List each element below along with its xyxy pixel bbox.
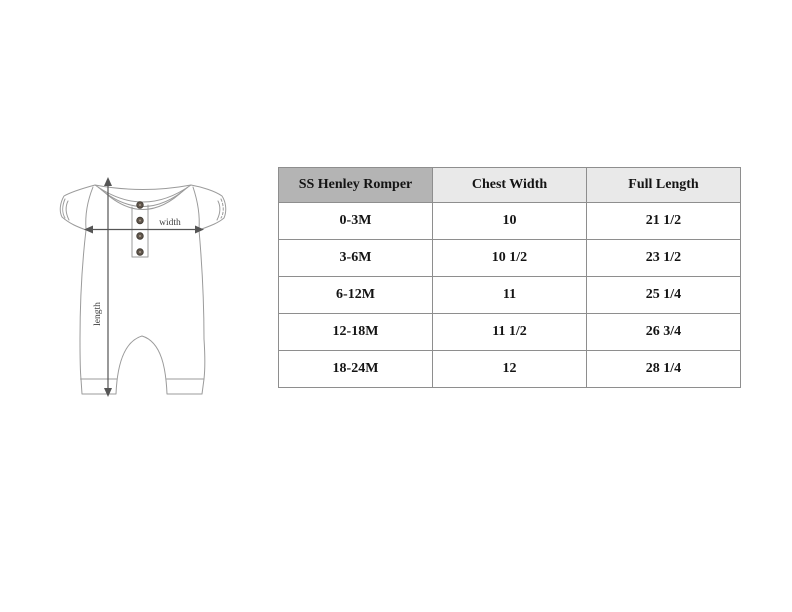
- size-chart-table: [278, 167, 741, 388]
- chest-width-cell: 11 1/2: [433, 314, 587, 351]
- header-row: [279, 168, 741, 203]
- size-cell: 12-18M: [279, 314, 433, 351]
- romper-illustration: [58, 174, 234, 400]
- size-cell: 3-6M: [279, 240, 433, 277]
- chest-width-cell: 10 1/2: [433, 240, 587, 277]
- button-1-highlight: [139, 204, 141, 206]
- header-full-length: Full Length: [587, 168, 741, 203]
- size-cell: 18-24M: [279, 351, 433, 388]
- button-2-highlight: [139, 220, 141, 222]
- full-length-cell: 23 1/2: [587, 240, 741, 277]
- table-row: [279, 203, 741, 240]
- header-chest-width: Chest Width: [433, 168, 587, 203]
- header-product: SS Henley Romper: [279, 168, 433, 203]
- table-row: [279, 314, 741, 351]
- table-row: [279, 240, 741, 277]
- romper-outline: [60, 185, 225, 394]
- table-row: [279, 277, 741, 314]
- length-arrow-head-top: [104, 177, 112, 186]
- size-cell: 0-3M: [279, 203, 433, 240]
- button-3-highlight: [139, 235, 141, 237]
- table-row: [279, 351, 741, 388]
- full-length-cell: 28 1/4: [587, 351, 741, 388]
- full-length-cell: 25 1/4: [587, 277, 741, 314]
- button-4-highlight: [139, 251, 141, 253]
- full-length-cell: 21 1/2: [587, 203, 741, 240]
- full-length-cell: 26 3/4: [587, 314, 741, 351]
- length-label: length: [93, 302, 103, 326]
- width-label: width: [159, 218, 181, 228]
- romper-body-outline: [60, 185, 225, 394]
- chest-width-cell: 10: [433, 203, 587, 240]
- size-cell: 6-12M: [279, 277, 433, 314]
- chest-width-cell: 12: [433, 351, 587, 388]
- chest-width-cell: 11: [433, 277, 587, 314]
